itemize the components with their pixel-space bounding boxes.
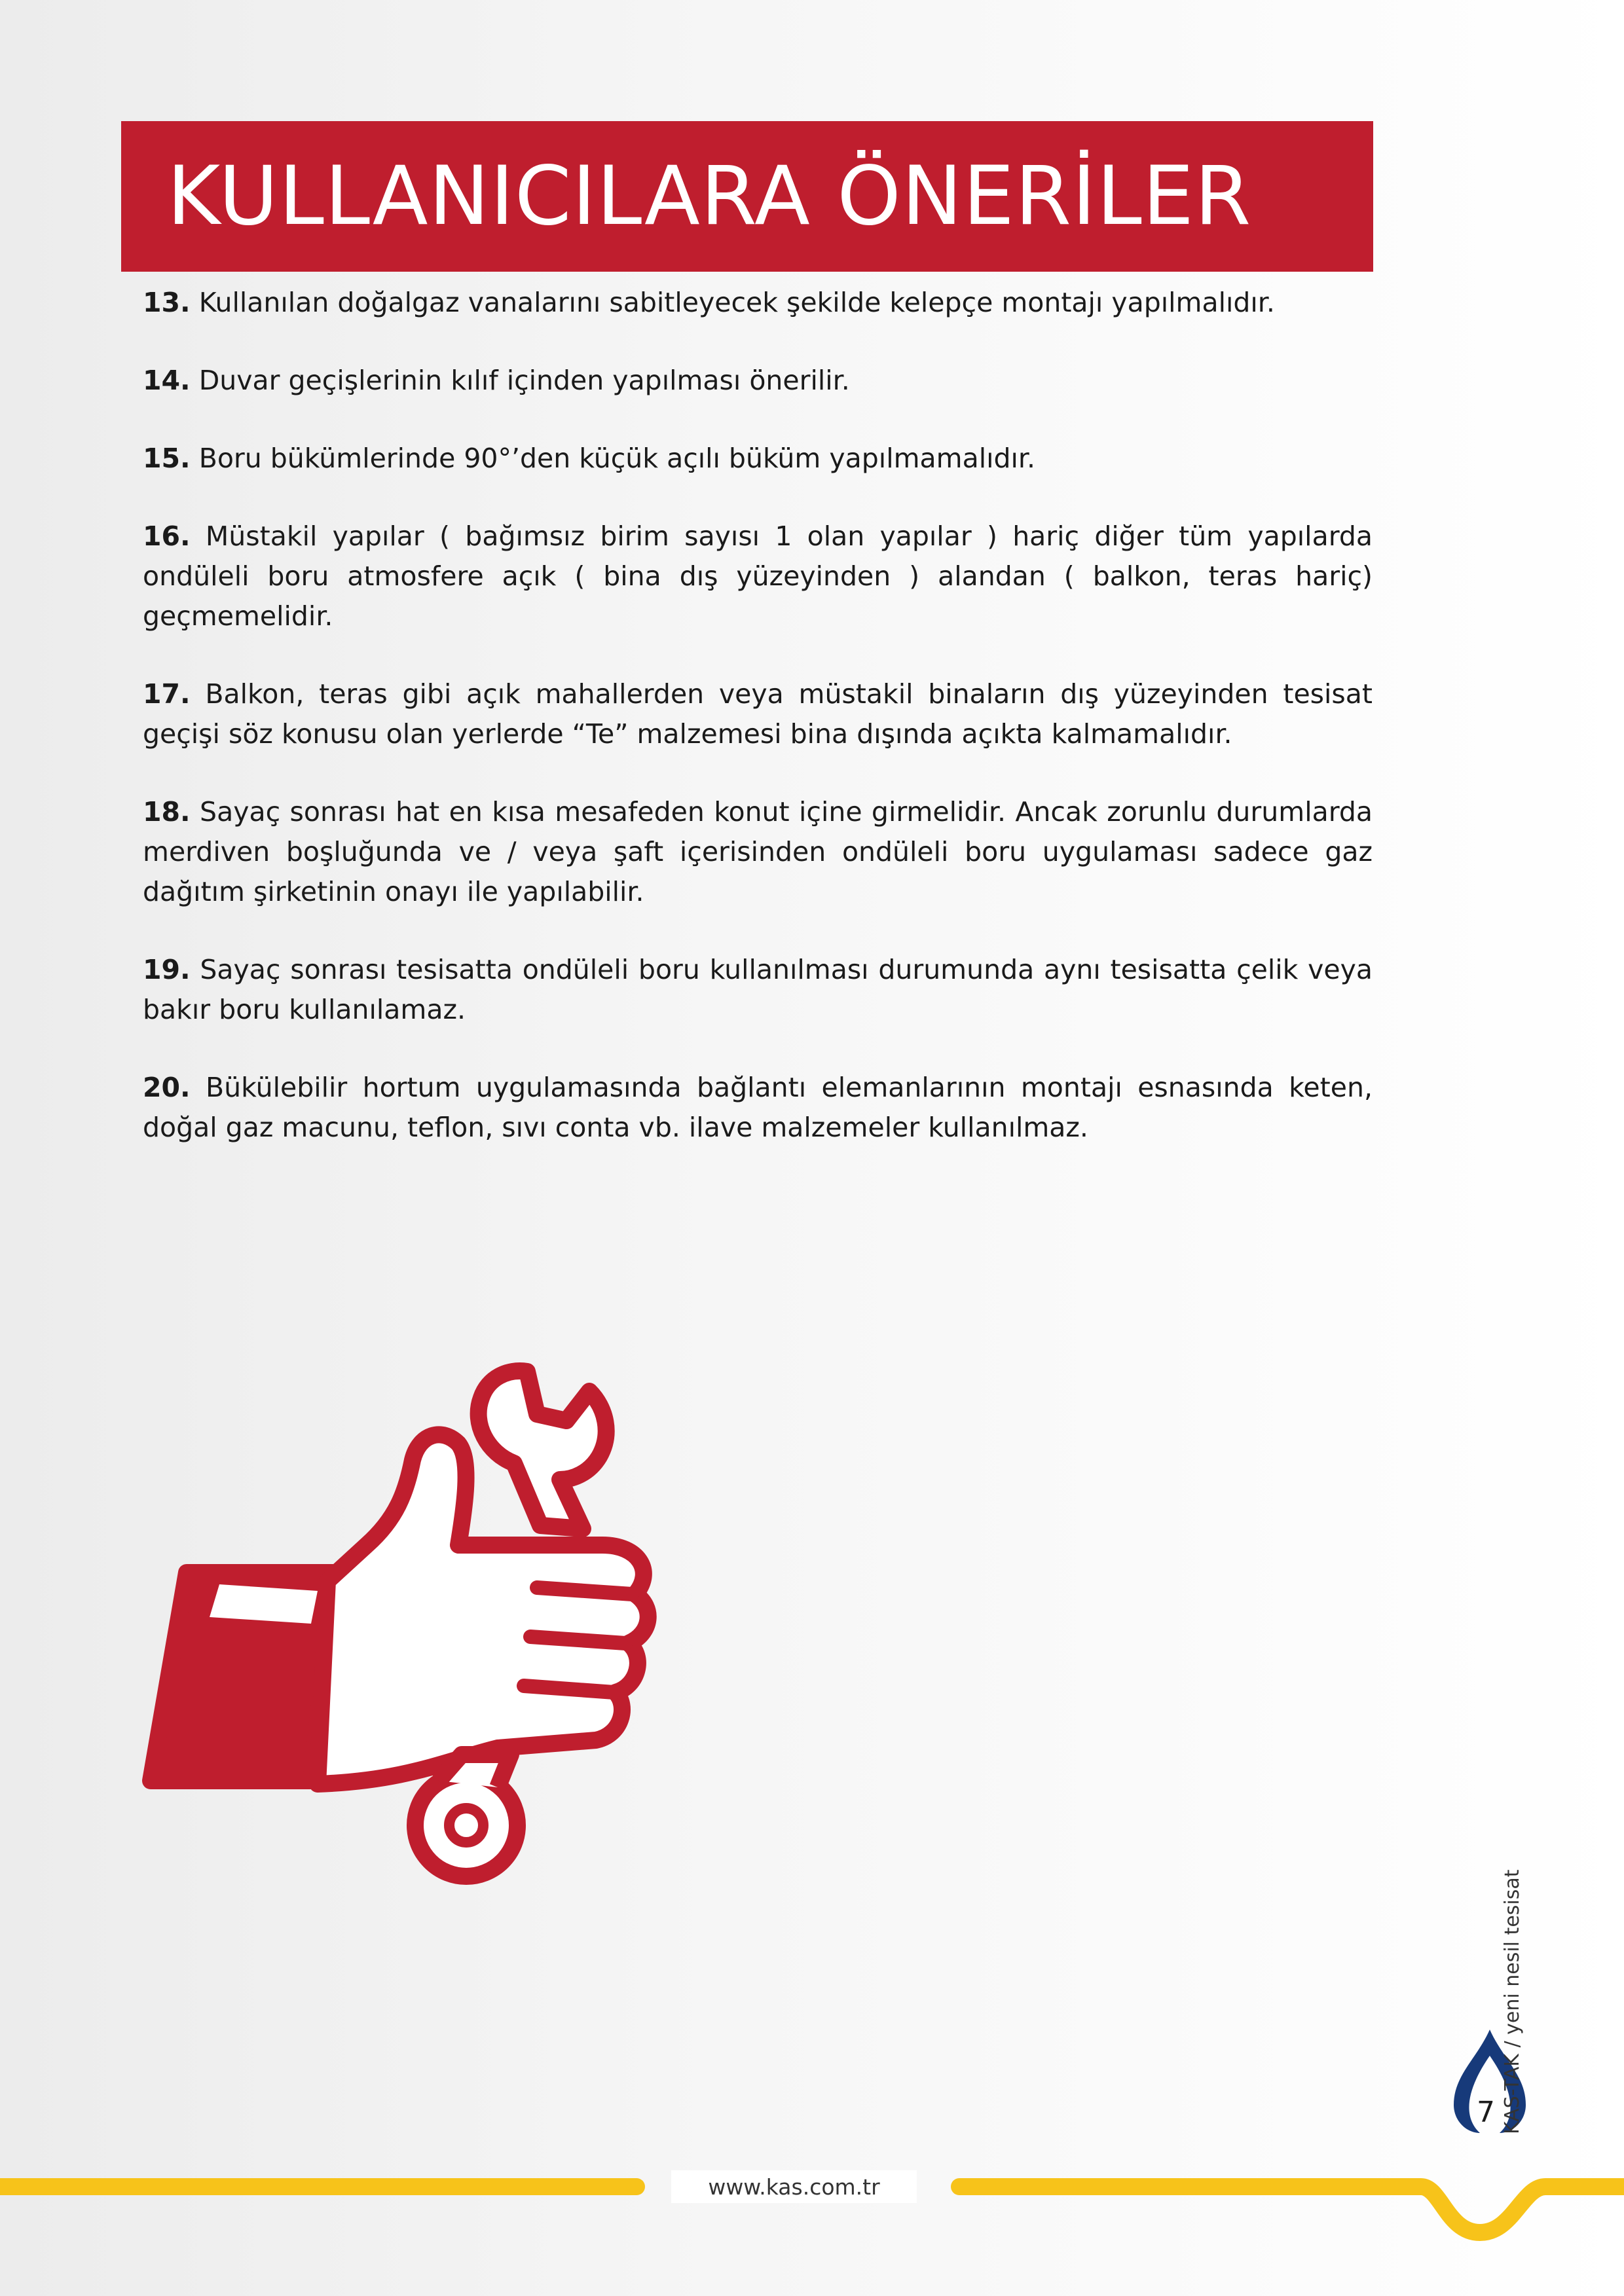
item-text: Kullanılan doğalgaz vanalarını sabitleyecek şekilde kelepçe montajı yapılmalıdır. (198, 287, 1275, 318)
item-text: Bükülebilir hortum uygulamasında bağlantı elemanlarının montajı esnasında keten, doğal gaz macunu, teflon, sıvı conta vb. ilave malzemeler kullanılmaz. (143, 1072, 1373, 1143)
item-text: Duvar geçişlerinin kılıf içinden yapılması önerilir. (198, 365, 850, 396)
item-number: 16. (143, 520, 191, 552)
footer-line (0, 2178, 645, 2195)
item-number: 17. (143, 678, 191, 710)
footer-curve (950, 2147, 1624, 2252)
list-item (143, 283, 1373, 323)
item-number: 20. (143, 1072, 191, 1103)
thumbs-up-wrench-icon (131, 1329, 720, 1951)
list-item (143, 1068, 1373, 1148)
page-number: 7 (1477, 2096, 1495, 2129)
item-text: Boru bükümlerinde 90°’den küçük açılı büküm yapılmamalıdır. (198, 443, 1036, 474)
list-item (143, 361, 1373, 401)
website-link[interactable]: www.kas.com.tr (708, 2174, 880, 2200)
item-number: 18. (143, 796, 191, 828)
item-text: Balkon, teras gibi açık mahallerden veya müstakil binaların dış yüzeyinden tesisat geçişi söz konusu olan yerlerde “Te” malzemesi bina dışında açıkta kalmamalıdır. (143, 678, 1373, 750)
item-number: 19. (143, 954, 191, 985)
item-number: 14. (143, 365, 191, 396)
list-item (143, 950, 1373, 1030)
list-item (143, 674, 1373, 754)
recommendation-list (143, 283, 1373, 1186)
item-number: 15. (143, 443, 191, 474)
page-title: KULLANICILARA ÖNERİLER (167, 149, 1252, 244)
footer-url-box (671, 2170, 917, 2203)
item-text: Sayaç sonrası tesisatta ondüleli boru kullanılması durumunda aynı tesisatta çelik veya bakır boru kullanılamaz. (143, 954, 1373, 1025)
title-band (121, 121, 1373, 272)
item-text: Müstakil yapılar ( bağımsız birim sayısı 1 olan yapılar ) hariç diğer tüm yapılarda ondüleli boru atmosfere açık ( bina dış yüzeyinden ) alandan ( balkon, teras hariç) geçmemelidir. (143, 520, 1373, 632)
list-item (143, 517, 1373, 636)
list-item (143, 792, 1373, 912)
item-number: 13. (143, 287, 191, 318)
side-brand-text: KAS-TAK / yeni nesil tesisat (1501, 1869, 1524, 2134)
item-text: Sayaç sonrası hat en kısa mesafeden konut içine girmelidir. Ancak zorunlu durumlarda merdiven boşluğunda ve / veya şaft içerisinden ondüleli boru uygulaması sadece gaz dağıtım şirketinin onayı ile yapılabilir. (143, 796, 1373, 907)
list-item (143, 439, 1373, 479)
